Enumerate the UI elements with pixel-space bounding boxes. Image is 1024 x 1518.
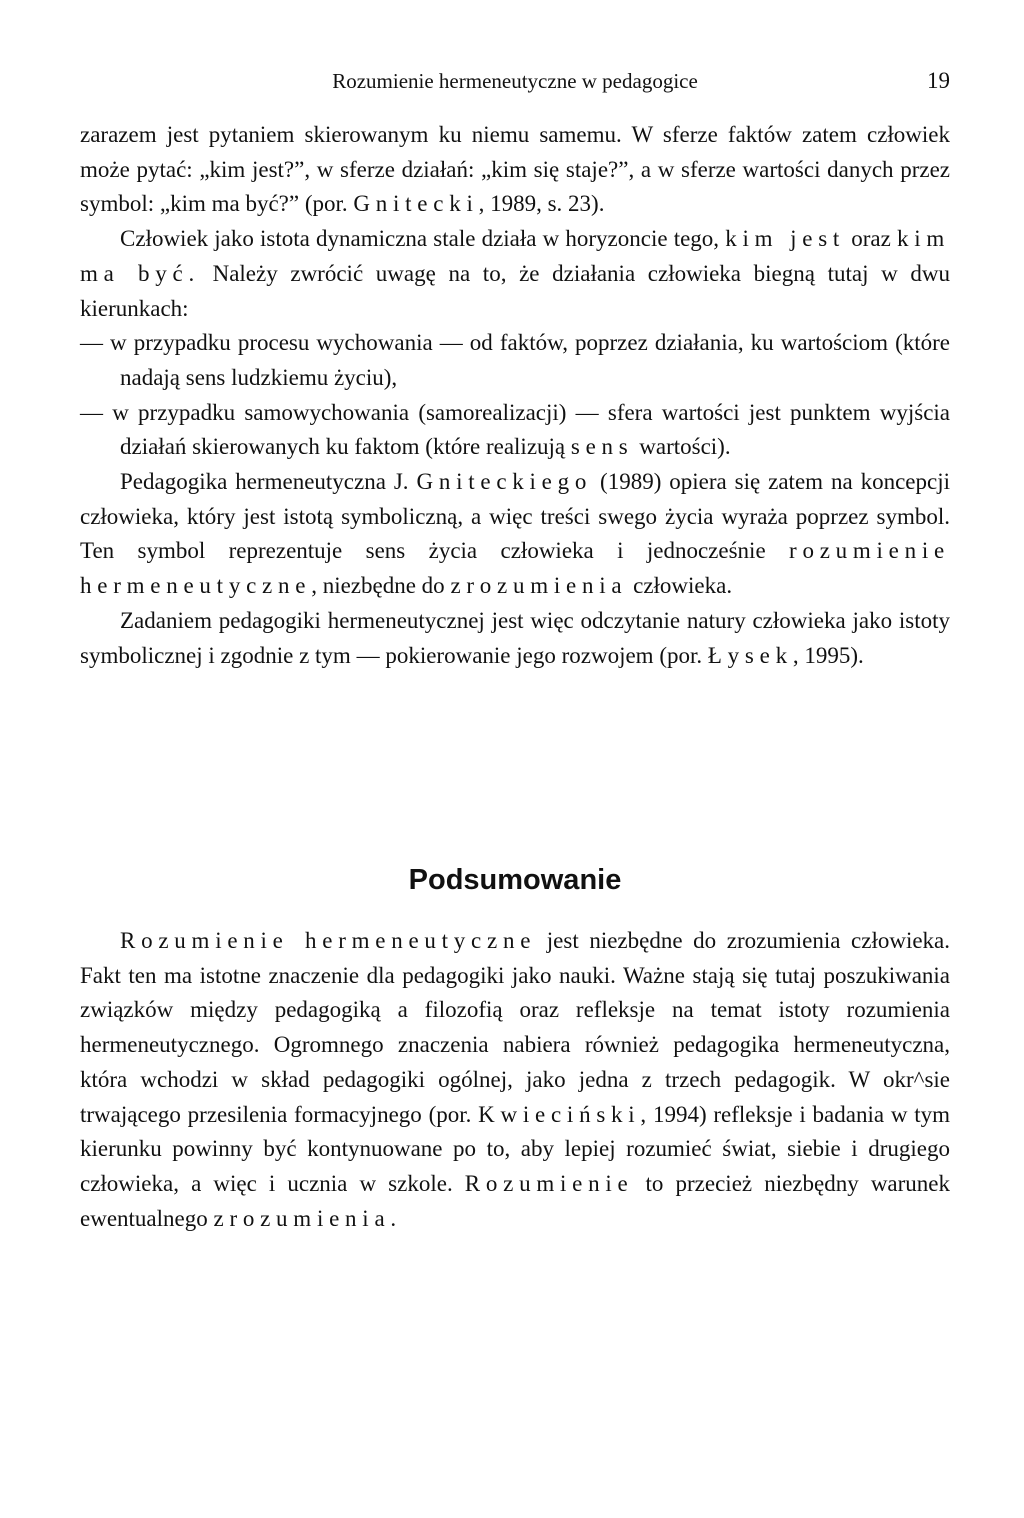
citation-author: Kwieciński (478, 1101, 641, 1127)
paragraph-3-b: (1989) opiera się zatem na koncepcji człowieka, który jest istotą symboliczną, a więc treści swego życia wyraża poprzez symbol. Ten symbol reprezentuje sens życia człowieka i jednocześnie (80, 469, 950, 564)
emphasis-kim-jest: kim jest (725, 226, 846, 252)
running-title: Rozumienie hermeneutyczne w pedagogice (332, 69, 698, 93)
paragraph-3-d: człowieka. (627, 573, 733, 599)
paragraph-3 (80, 465, 950, 604)
body-text (80, 118, 950, 673)
emphasis-sens: sens (570, 434, 634, 460)
summary-text (80, 924, 950, 1236)
list-item-2-b: wartości). (633, 434, 731, 460)
paragraph-1-text: zarazem jest pytaniem skierowanym ku niemu samemu. W sferze faktów zatem człowiek może pytać: „kim jest?”, w sferze działań: „kim się staje?”, a w sferze wartości danych przez symbol: „kim ma być?” (por. (80, 122, 950, 217)
summary-d: . (390, 1205, 397, 1231)
paragraph-1 (80, 118, 950, 222)
emphasis-rozumienie-hermeneutyczne: rozumienie hermeneutyczne (80, 538, 950, 599)
list-item: — w przypadku procesu wychowania — od faktów, poprzez działania, ku wartościom (które nadają sens ludzkiemu życiu), (80, 330, 950, 390)
section-heading: Podsumowanie (408, 864, 622, 897)
paragraph-2 (80, 222, 950, 326)
summary-b: , 1994) refleksje i badania w tym kierunku powinny być kontynuowane po to, aby lepiej rozumieć świat, siebie i drugiego człowieka, a więc i ucznia w szkole. (80, 1101, 950, 1196)
paragraph-4-a: Zadaniem pedagogiki hermeneutycznej jest więc odczytanie natury człowieka jako istoty symbolicznej i zgodnie z tym — pokierowanie jego rozwojem (por. (80, 607, 950, 668)
summary-a: jest niezbędne do zrozumienia człowieka. Fakt ten ma istotne znaczenie dla pedagogiki jako nauki. Ważne stają się tutaj poszukiwania związków między pedagogiką a filozofią oraz refleksje na temat istoty rozumienia hermeneutycznego. Ogromnego znaczenia nabiera również pedagogika hermeneutyczna, która wchodzi w skład pedagogiki ogólnej, jako jedna z trzech pedagogik. W okr (80, 928, 950, 1092)
paragraph-2-c: Należy zwrócić uwagę na to, że działania człowieka biegną tutaj w dwu kierunkach: (80, 260, 950, 321)
summary-a2: sie trwającego przesilenia formacyjnego (por. (80, 1066, 950, 1127)
running-header (80, 64, 950, 98)
emphasis-rozumienie: Rozumienie (464, 1170, 634, 1196)
paragraph-3-c: , niezbędne do (311, 573, 451, 599)
paragraph-2-a: Człowiek jako istota dynamiczna stale działa w horyzoncie tego, (120, 226, 726, 252)
emphasis-zrozumienia: zrozumienia (450, 573, 628, 599)
citation-author: Gnitecki (353, 191, 479, 217)
paragraph-4-b: , 1995). (792, 642, 864, 668)
page-number: 19 (927, 68, 950, 93)
citation-author: Łysek (707, 642, 793, 668)
summary-paragraph (80, 924, 950, 1236)
citation-author: Gniteckiego (416, 469, 593, 495)
emphasis-zrozumienia: zrozumienia (213, 1205, 391, 1231)
paragraph-2-b: oraz (845, 226, 897, 252)
emphasis-kim-ma-byc: kim ma być. (80, 226, 950, 286)
paragraph-4 (80, 604, 950, 673)
list-item-2-a: — w przypadku samowychowania (samorealizacji) — sfera wartości jest punktem wyjścia działań skierowanych ku faktom (które realizują (80, 399, 950, 460)
paragraph-3-a: Pedagogika hermeneutyczna J. (120, 469, 417, 495)
paragraph-1-tail: , 1989, s. 23). (478, 191, 605, 217)
summary-glitch: ^ (913, 1066, 925, 1092)
summary-c: to przecież niezbędny warunek ewentualnego (80, 1170, 951, 1231)
emphasis-rozumienie-hermeneutyczne: Rozumienie hermeneutyczne (120, 928, 537, 953)
list-item (80, 396, 950, 465)
